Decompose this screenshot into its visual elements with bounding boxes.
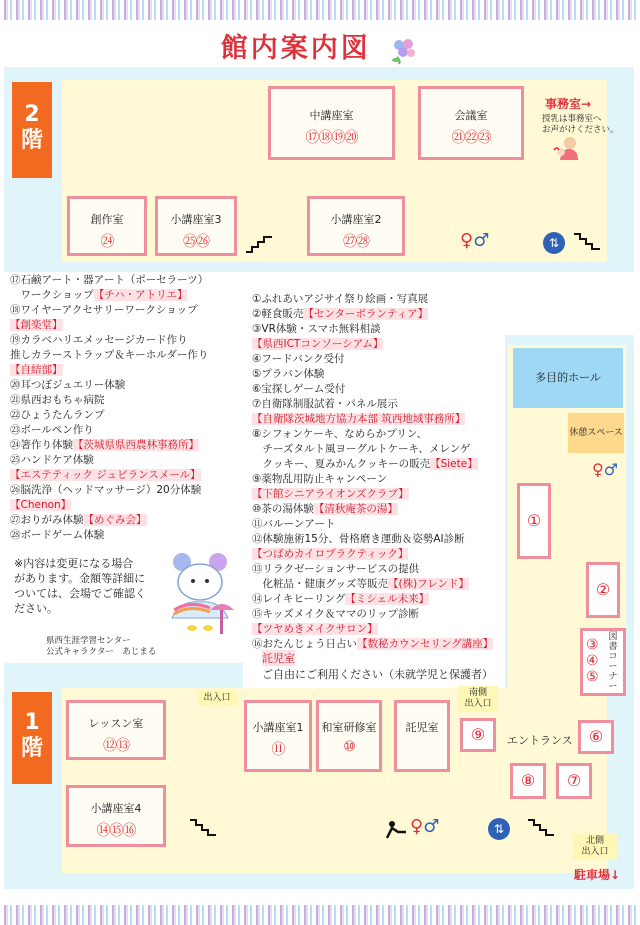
program-item: 【下館シニアライオンズクラブ】: [252, 488, 409, 500]
program-item: ②軽食販売【センターボランティア】: [252, 308, 429, 320]
room-nursery[interactable]: [394, 700, 450, 772]
hall-label: 多目的ホール: [535, 371, 601, 384]
program-item: 推しカラーストラップ＆キーホルダー作り: [10, 349, 209, 361]
entrance-label: エントランス: [507, 734, 573, 747]
elevator-icon: ⇅: [543, 232, 565, 254]
room-name: 小講座室3: [170, 213, 222, 226]
room-name: 和室研修室: [321, 721, 377, 734]
elevator-icon: ⇅: [488, 818, 510, 840]
program-item: 【ツヤめきメイクサロン】: [252, 623, 378, 635]
bottom-border-stripe: [0, 905, 640, 925]
page-title: [0, 26, 640, 65]
stairs-icon: [188, 818, 218, 840]
program-item: 【エステティック ジュビランスメール】: [10, 469, 201, 481]
room-small-lecture-4[interactable]: [66, 785, 166, 847]
room-name: レッスン室: [88, 717, 144, 730]
marker-8[interactable]: ⑧: [510, 763, 546, 799]
floor2-label: [12, 82, 52, 178]
program-item: ⑲カラベハリエメッセージカード作り: [10, 334, 188, 346]
program-item: ⑱ワイヤーアクセサリーワークショップ: [10, 304, 198, 316]
rest-label: 休憩スペース: [569, 428, 623, 438]
exit-south[interactable]: 南側 出入口: [458, 686, 498, 712]
mascot-ajimaru-icon: [160, 548, 240, 640]
marker-4: ④: [586, 653, 599, 669]
restroom-icon: ♀♂: [592, 460, 619, 479]
room-numbers: ㉕㉖: [183, 234, 209, 250]
stairs-icon: [572, 232, 602, 254]
floor2-label-text: 2階: [21, 102, 44, 153]
room-numbers: ⑩: [343, 739, 355, 755]
room-name: 小講座室1: [252, 721, 304, 734]
program-item: ⑯おたんじょう日占い【数秘カウンセリング講座】: [252, 638, 494, 650]
program-item: ㉘ボードゲーム体験: [10, 529, 105, 541]
program-item: 【自衛隊茨城地方協力本部 筑西地域事務所】: [252, 413, 466, 425]
program-item: 【Chenon】: [10, 499, 72, 511]
floor1-label: [12, 692, 52, 784]
library-corner-label: 図 書 コ ー ナ ー: [608, 632, 618, 692]
program-item: ⑪バルーンアート: [252, 518, 336, 530]
floor1-program-list: [252, 292, 493, 652]
room-small-lecture-2[interactable]: [307, 196, 405, 256]
program-item: ㉖脳洗浄（ヘッドマッサージ）20分体験: [10, 484, 202, 496]
program-item: ④フードバンク受付: [252, 353, 345, 365]
parking-label: 駐車場↓: [574, 868, 621, 882]
room-name: 託児室: [405, 721, 439, 734]
top-border-stripe: [0, 0, 640, 20]
mother-baby-icon: [548, 134, 582, 162]
marker-2[interactable]: ②: [586, 562, 620, 618]
room-name: 小講座室2: [330, 213, 382, 226]
room-name: 創作室: [90, 213, 124, 226]
room-conference[interactable]: [418, 86, 524, 160]
marker-5: ⑤: [586, 669, 599, 685]
program-item: ㉔箸作り体験【茨城県県西農林事務所】: [10, 439, 199, 451]
program-item: ⑩茶の湯体験【清秋庵茶の湯】: [252, 503, 398, 515]
program-item: 【県西ICTコンソーシアム】: [252, 338, 384, 350]
marker-1[interactable]: ①: [517, 483, 551, 559]
program-item: クッキー、夏みかんクッキーの販売【Siete】: [252, 458, 478, 470]
room-numbers: ⑭⑮⑯: [96, 823, 136, 839]
mascot-caption-line1: 県西生涯学習センター: [46, 636, 131, 646]
change-notice: ※内容は変更になる場合 があります。金額等詳細に ついては、会場でご確認く ださい。: [14, 557, 146, 615]
office-note-line1: 授乳は事務室へ: [542, 114, 602, 124]
marker-3: ③: [586, 637, 599, 653]
rest-space[interactable]: [568, 413, 624, 453]
room-name: 小講座室4: [90, 802, 142, 815]
program-item: ⑳耳つぼジュエリー体験: [10, 379, 126, 391]
marker-7[interactable]: ⑦: [556, 763, 592, 799]
baby-changing-icon: [384, 820, 408, 840]
program-item: ⑰石鹸アート・器アート（ポーセラーツ）: [10, 274, 209, 286]
program-item: ⑫体験施術15分、骨格磨き運動＆姿勢AI診断: [252, 533, 465, 545]
hydrangea-icon: [389, 35, 419, 65]
nursery-title: 託児室: [262, 652, 295, 665]
program-item: 化粧品・健康グッズ等販売【(株)フレンド】: [252, 578, 469, 590]
office-note-line2: お声がけください。: [542, 125, 619, 135]
room-numbers: ⑫⑬: [103, 738, 129, 754]
program-item: ⑬リラクゼーションサービスの提供: [252, 563, 420, 575]
marker-9[interactable]: ⑨: [460, 718, 496, 752]
program-item: ①ふれあいアジサイ祭り絵画・写真展: [252, 293, 429, 305]
stairs-icon: [244, 232, 274, 254]
marker-3-4-5[interactable]: [580, 628, 626, 696]
room-name: 中講座室: [309, 109, 354, 122]
multipurpose-hall[interactable]: [513, 348, 623, 408]
program-item: ⑧シフォンケーキ、なめらかプリン、: [252, 428, 427, 440]
program-item: ⑭レイキヒーリング【ミシェル未来】: [252, 593, 430, 605]
room-lesson[interactable]: [66, 700, 166, 760]
nursery-desc: ご自由にご利用ください（未就学児と保護者）: [262, 668, 493, 681]
program-item: ⑥宝探しゲーム受付: [252, 383, 346, 395]
program-item: ワークショップ【チハ・アトリエ】: [10, 289, 188, 301]
room-japanese-training[interactable]: [316, 700, 382, 772]
program-item: ㉑県西おもちゃ病院: [10, 394, 105, 406]
program-item: チーズタルト風ヨーグルトケーキ、メレンゲ: [252, 443, 471, 455]
program-item: 【自結部】: [10, 364, 63, 376]
program-item: ⑨薬物乱用防止キャンペーン: [252, 473, 388, 485]
office-label: 事務室→: [545, 97, 592, 111]
program-item: ㉕ハンドケア体験: [10, 454, 94, 466]
restroom-icon: ♀♂: [460, 230, 490, 251]
room-numbers: ㉗㉘: [343, 234, 369, 250]
room-numbers: ⑰⑱⑲⑳: [305, 130, 358, 146]
marker-6[interactable]: ⑥: [578, 720, 614, 754]
program-item: ㉓ボールペン作り: [10, 424, 94, 436]
room-small-lecture-1[interactable]: [244, 700, 312, 772]
room-numbers: ㉑㉒㉓: [451, 130, 491, 146]
program-item: ㉒ひょうたんランプ: [10, 409, 105, 421]
room-numbers: ㉔: [100, 234, 114, 250]
floor1-label-text: 1階: [21, 710, 44, 761]
restroom-icon: ♀♂: [410, 816, 440, 837]
program-item: ㉗おりがみ体験【めぐみ会】: [10, 514, 147, 526]
room-small-lecture-3[interactable]: [155, 196, 237, 256]
program-item: ⑮キッズメイク＆ママのリップ診断: [252, 608, 419, 620]
program-item: ③VR体験・スマホ無料相談: [252, 323, 381, 335]
mascot-caption-line2: 公式キャラクター あじまる: [46, 647, 157, 657]
program-item: 【つばめカイロプラクティック】: [252, 548, 409, 560]
stairs-icon: [526, 818, 556, 840]
title-text: 館内案内図: [220, 33, 371, 64]
room-numbers: ⑪: [271, 742, 285, 758]
exit-north[interactable]: 北側 出入口: [573, 834, 617, 860]
floor2-program-list: [10, 273, 208, 543]
room-name: 会議室: [454, 109, 488, 122]
program-item: ⑤プラバン体験: [252, 368, 325, 380]
room-medium-lecture[interactable]: [268, 86, 395, 160]
room-creative[interactable]: [67, 196, 147, 256]
exit-main[interactable]: 出入口: [197, 690, 237, 706]
program-item: ⑦自衛隊制服試着・パネル展示: [252, 398, 398, 410]
program-item: 【創楽堂】: [10, 319, 63, 331]
